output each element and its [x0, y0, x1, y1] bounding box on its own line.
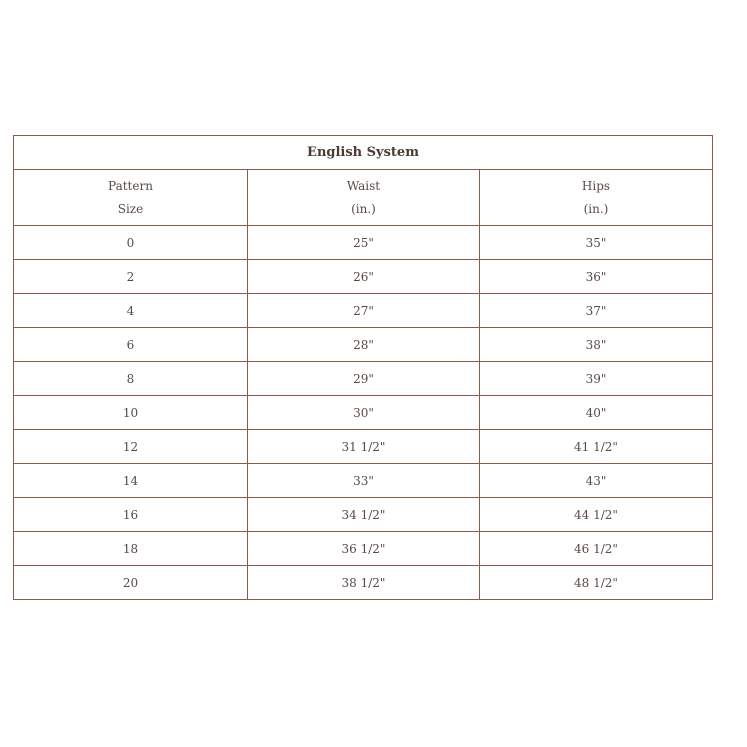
waist-cell: 28" [248, 328, 480, 362]
hips-cell: 41 1/2" [479, 430, 712, 464]
header-hips [479, 170, 712, 226]
waist-cell: 38 1/2" [248, 566, 480, 600]
waist-cell: 26" [248, 260, 480, 294]
pattern-size-cell: 18 [14, 532, 248, 566]
pattern-size-cell: 20 [14, 566, 248, 600]
table-row [14, 396, 713, 430]
header-pattern-size-line2: Size [117, 201, 144, 216]
hips-cell: 48 1/2" [479, 566, 712, 600]
header-hips-line1: Hips [581, 178, 611, 193]
table-row [14, 362, 713, 396]
hips-cell: 39" [479, 362, 712, 396]
pattern-size-cell: 12 [14, 430, 248, 464]
header-waist [248, 170, 480, 226]
table-row [14, 294, 713, 328]
hips-cell: 36" [479, 260, 712, 294]
table-row [14, 464, 713, 498]
table-row [14, 498, 713, 532]
header-waist-line1: Waist [346, 178, 381, 193]
hips-cell: 43" [479, 464, 712, 498]
hips-cell: 44 1/2" [479, 498, 712, 532]
table-row [14, 532, 713, 566]
waist-cell: 36 1/2" [248, 532, 480, 566]
hips-cell: 37" [479, 294, 712, 328]
pattern-size-cell: 0 [14, 226, 248, 260]
header-row [14, 170, 713, 226]
header-waist-line2: (in.) [351, 201, 376, 216]
pattern-size-cell: 14 [14, 464, 248, 498]
waist-cell: 34 1/2" [248, 498, 480, 532]
header-pattern-size [14, 170, 248, 226]
table-row [14, 430, 713, 464]
hips-cell: 38" [479, 328, 712, 362]
table-row [14, 260, 713, 294]
waist-cell: 25" [248, 226, 480, 260]
header-hips-line2: (in.) [583, 201, 609, 216]
pattern-size-cell: 8 [14, 362, 248, 396]
waist-cell: 33" [248, 464, 480, 498]
hips-cell: 35" [479, 226, 712, 260]
pattern-size-cell: 4 [14, 294, 248, 328]
waist-cell: 31 1/2" [248, 430, 480, 464]
waist-cell: 30" [248, 396, 480, 430]
pattern-size-cell: 10 [14, 396, 248, 430]
header-pattern-size-line1: Pattern [108, 178, 153, 193]
size-chart-table [13, 135, 713, 600]
table-title: English System [14, 136, 713, 170]
table-row [14, 226, 713, 260]
pattern-size-cell: 6 [14, 328, 248, 362]
waist-cell: 27" [248, 294, 480, 328]
table-row [14, 328, 713, 362]
hips-cell: 46 1/2" [479, 532, 712, 566]
pattern-size-cell: 16 [14, 498, 248, 532]
waist-cell: 29" [248, 362, 480, 396]
hips-cell: 40" [479, 396, 712, 430]
pattern-size-cell: 2 [14, 260, 248, 294]
table-row [14, 566, 713, 600]
